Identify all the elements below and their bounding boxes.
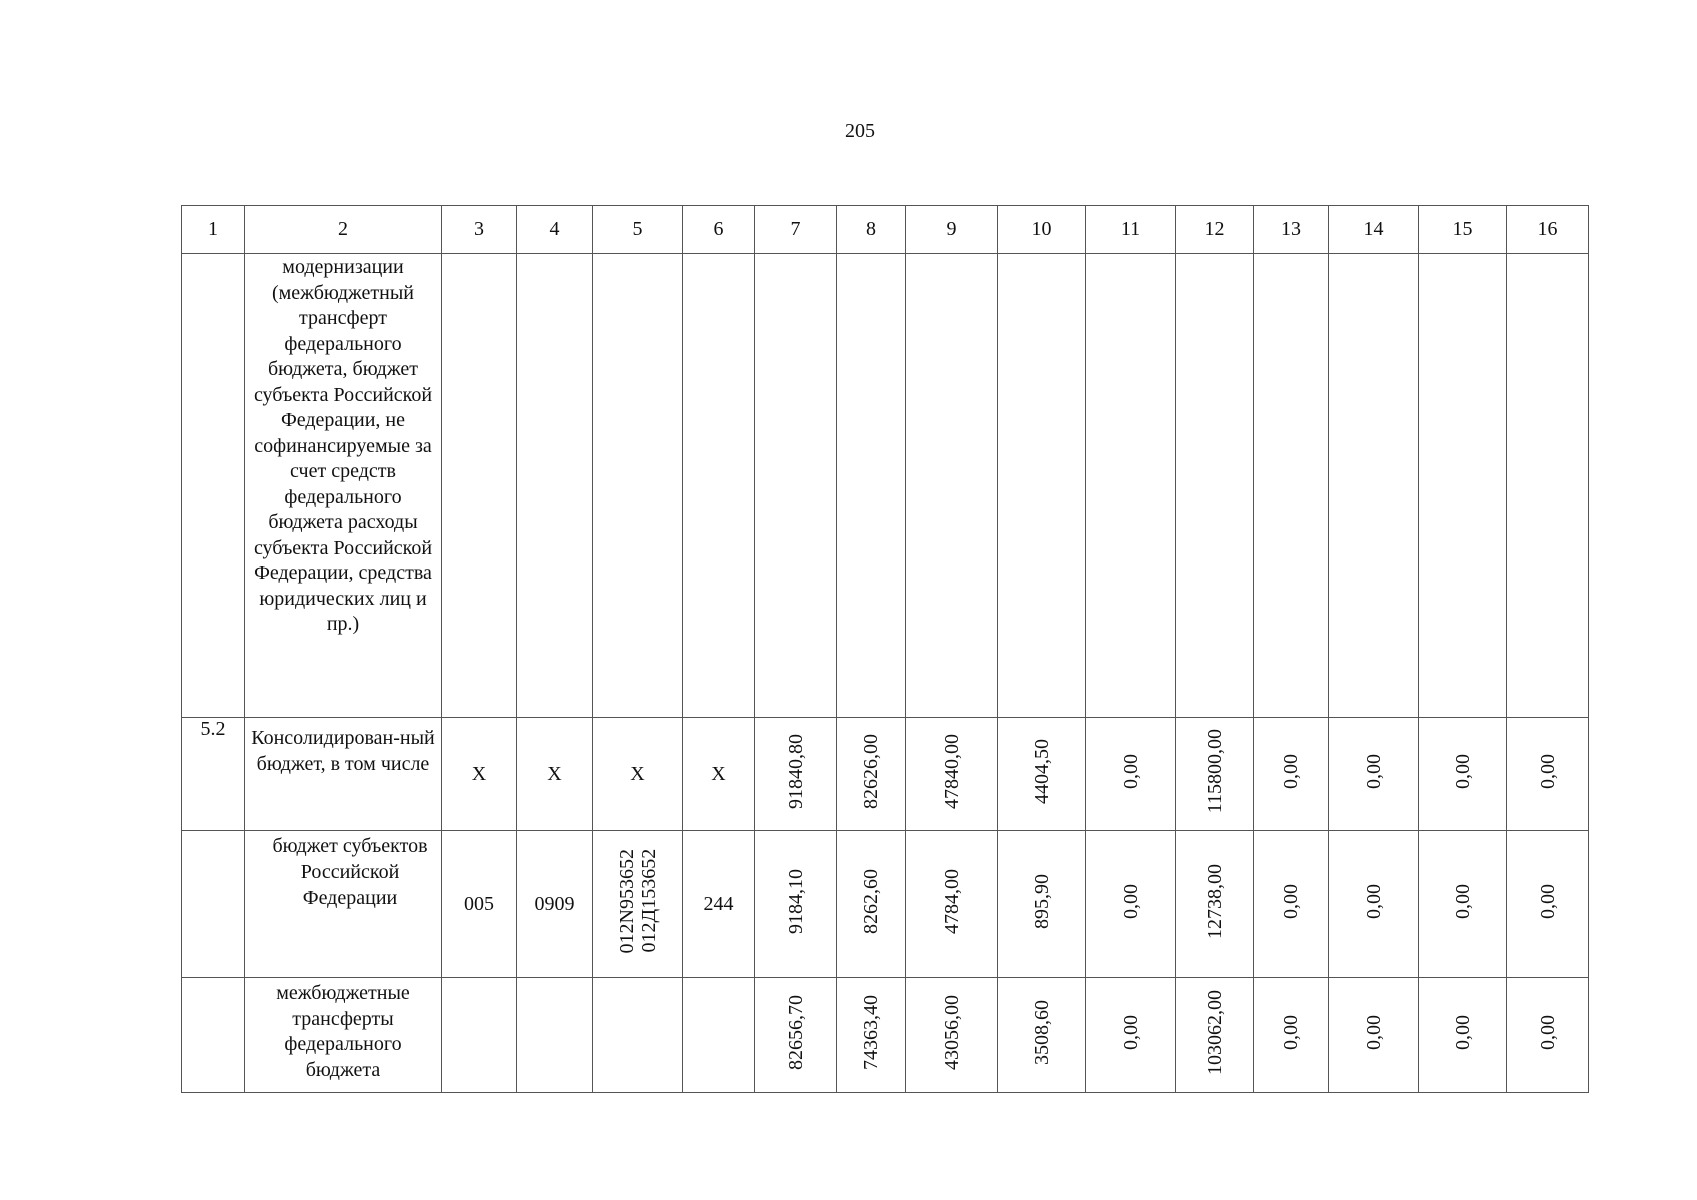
column-header: 10 (998, 206, 1086, 254)
value-cell (998, 254, 1086, 718)
table-row (182, 718, 1589, 831)
table-row (182, 254, 1589, 718)
column-header: 2 (245, 206, 442, 254)
grbs-code-cell: Х (442, 718, 517, 831)
value-text: 0,00 (1119, 753, 1142, 789)
value-cell (1254, 978, 1329, 1093)
value-text: 0,00 (1119, 1014, 1142, 1050)
value-cell (906, 978, 998, 1093)
value-cell (906, 254, 998, 718)
value-cell (1329, 718, 1419, 831)
value-text: 43056,00 (940, 994, 963, 1070)
value-text: 0,00 (1280, 753, 1302, 789)
page-number: 205 (845, 120, 875, 142)
grbs-code-cell: 005 (442, 831, 517, 978)
value-text: 0,00 (1451, 753, 1474, 789)
value-cell (998, 718, 1086, 831)
value-cell (1176, 254, 1254, 718)
value-cell (837, 831, 906, 978)
value-text: 115800,00 (1203, 728, 1226, 814)
value-cell (1086, 718, 1176, 831)
value-cell (1176, 718, 1254, 831)
value-text: 82656,70 (784, 994, 807, 1070)
value-cell (837, 254, 906, 718)
value-text: 12738,00 (1203, 863, 1226, 939)
expense-type-cell: Х (683, 718, 755, 831)
value-text: 0,00 (1119, 883, 1142, 919)
value-text: 0,00 (1280, 883, 1302, 919)
value-text: 4404,50 (1030, 738, 1053, 804)
column-header: 16 (1507, 206, 1589, 254)
value-cell (1254, 718, 1329, 831)
table-row (182, 978, 1589, 1093)
value-cell (1507, 831, 1589, 978)
column-header: 6 (683, 206, 755, 254)
column-header: 7 (755, 206, 837, 254)
column-header: 5 (593, 206, 683, 254)
value-text: 0,00 (1451, 883, 1474, 919)
value-cell (1254, 831, 1329, 978)
expense-type-cell (683, 254, 755, 718)
value-cell (1086, 831, 1176, 978)
row-name: межбюджетные трансферты федерального бюджета (245, 978, 442, 1093)
value-cell (1329, 978, 1419, 1093)
value-text: 103062,00 (1203, 989, 1226, 1075)
value-text: 0,00 (1362, 753, 1385, 789)
value-cell (1419, 978, 1507, 1093)
value-cell (906, 718, 998, 831)
expense-type-cell (683, 978, 755, 1093)
row-number: 5.2 (182, 718, 245, 831)
value-cell (837, 978, 906, 1093)
column-header: 13 (1254, 206, 1329, 254)
section-code-cell: Х (517, 718, 593, 831)
column-header: 15 (1419, 206, 1507, 254)
value-cell (1254, 254, 1329, 718)
target-code-cell: Х (593, 718, 683, 831)
value-cell (906, 831, 998, 978)
value-text: 0,00 (1451, 1014, 1474, 1050)
column-header: 3 (442, 206, 517, 254)
value-text: 0,00 (1280, 1014, 1302, 1050)
value-cell (1086, 978, 1176, 1093)
value-text: 9184,10 (784, 868, 807, 934)
value-text: 4784,00 (940, 868, 963, 934)
column-header: 1 (182, 206, 245, 254)
row-number (182, 978, 245, 1093)
table-header-row (182, 206, 1589, 254)
column-header: 4 (517, 206, 593, 254)
value-text: 895,90 (1030, 873, 1053, 929)
column-header: 8 (837, 206, 906, 254)
row-name: модернизации (межбюджетный трансферт федерального бюджета, бюджет субъекта Российской Федерации, не софинансируемые за счет средств федерального бюджета расходы субъекта Российской Федерации, средства юридических лиц и пр.) (245, 254, 442, 718)
value-cell (1507, 254, 1589, 718)
grbs-code-cell (442, 978, 517, 1093)
value-cell (998, 978, 1086, 1093)
value-cell (1419, 718, 1507, 831)
target-code-cell (593, 978, 683, 1093)
row-number (182, 254, 245, 718)
value-text: 0,00 (1362, 883, 1385, 919)
target-code-cell (593, 831, 683, 978)
column-header: 9 (906, 206, 998, 254)
grbs-code-cell (442, 254, 517, 718)
value-text: 0,00 (1536, 753, 1559, 789)
value-cell (1329, 831, 1419, 978)
column-header: 11 (1086, 206, 1176, 254)
target-code-cell (593, 254, 683, 718)
column-header: 14 (1329, 206, 1419, 254)
value-cell (998, 831, 1086, 978)
column-header: 12 (1176, 206, 1254, 254)
value-cell (1419, 831, 1507, 978)
section-code-cell (517, 978, 593, 1093)
value-cell (755, 254, 837, 718)
value-text: 74363,40 (860, 994, 882, 1070)
value-cell (755, 718, 837, 831)
row-number (182, 831, 245, 978)
value-cell (1086, 254, 1176, 718)
value-cell (755, 831, 837, 978)
value-text: 0,00 (1536, 883, 1559, 919)
value-text: 47840,00 (940, 733, 963, 809)
value-cell (1176, 978, 1254, 1093)
expense-type-cell: 244 (683, 831, 755, 978)
target-code-text: 012N953652 012Д153652 (615, 848, 660, 954)
value-cell (755, 978, 837, 1093)
value-text: 0,00 (1362, 1014, 1385, 1050)
value-cell (1507, 718, 1589, 831)
value-text: 3508,60 (1030, 999, 1053, 1065)
row-name: бюджет субъектов Российской Федерации (245, 831, 442, 978)
value-cell (1507, 978, 1589, 1093)
value-text: 91840,80 (784, 733, 807, 809)
section-code-cell: 0909 (517, 831, 593, 978)
value-text: 82626,00 (860, 733, 882, 809)
budget-table (181, 205, 1589, 1093)
table-row (182, 831, 1589, 978)
value-cell (1176, 831, 1254, 978)
value-cell (1329, 254, 1419, 718)
section-code-cell (517, 254, 593, 718)
value-text: 0,00 (1536, 1014, 1559, 1050)
value-cell (837, 718, 906, 831)
value-cell (1419, 254, 1507, 718)
row-name: Консолидирован-ный бюджет, в том числе (245, 718, 442, 831)
value-text: 8262,60 (860, 868, 882, 934)
